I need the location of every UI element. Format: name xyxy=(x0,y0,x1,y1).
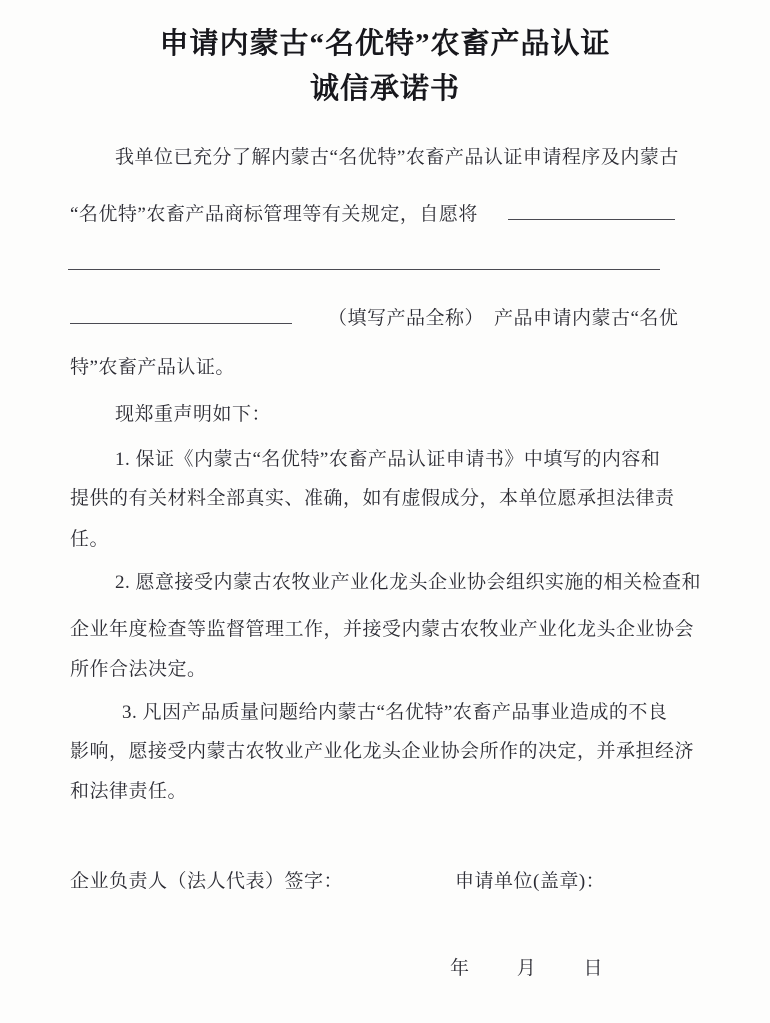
declaration-item3-line2: 影响，愿接受内蒙古农牧业产业化龙头企业协会所作的决定，并承担经济 xyxy=(70,741,695,762)
intro-paragraph-line2 xyxy=(70,198,710,227)
date-day-label: 日 xyxy=(583,958,604,979)
date-month-label: 月 xyxy=(516,958,537,979)
declaration-item2-line1: 2. 愿意接受内蒙古农牧业产业化龙头企业协会组织实施的相关检查和 xyxy=(115,572,702,593)
declaration-item3-line1: 3. 凡因产品质量问题给内蒙古“名优特”农畜产品事业造成的不良 xyxy=(122,702,668,723)
date-year-label: 年 xyxy=(450,958,470,979)
product-name-blank-end xyxy=(70,302,292,324)
document-title-line1: 申请内蒙古“名优特”农畜产品认证 xyxy=(159,28,611,60)
product-line-continuation: 特”农畜产品认证。 xyxy=(70,357,235,378)
intro-paragraph-line1: 我单位已充分了解内蒙古“名优特”农畜产品认证申请程序及内蒙古 xyxy=(115,147,679,168)
declaration-item1-line1: 1. 保证《内蒙古“名优特”农畜产品认证申请书》中填写的内容和 xyxy=(115,449,661,470)
date-line xyxy=(450,953,603,980)
document-title-line2: 诚信承诺书 xyxy=(309,73,460,105)
applicant-unit-seal-label: 申请单位(盖章)： xyxy=(455,871,606,892)
declaration-item1-line2: 提供的有关材料全部真实、准确，如有虚假成分，本单位愿承担法律责 xyxy=(70,488,675,509)
product-name-hint-text: （填写产品全称） 产品申请内蒙古“名优 xyxy=(328,308,679,329)
declaration-item2-line2: 企业年度检查等监督管理工作，并接受内蒙古农牧业产业化龙头企业协会 xyxy=(70,619,695,640)
product-name-line xyxy=(70,302,710,331)
responsible-person-signature-label: 企业负责人（法人代表）签字： xyxy=(70,871,344,892)
product-name-blank-full-line xyxy=(68,246,660,270)
signature-row xyxy=(0,866,770,892)
intro-paragraph-line2-text: “名优特”农畜产品商标管理等有关规定，自愿将 xyxy=(70,204,478,225)
declaration-item3-line3: 和法律责任。 xyxy=(70,781,188,802)
declaration-intro-line: 现郑重声明如下： xyxy=(115,404,272,425)
declaration-item1-line3: 任。 xyxy=(70,529,110,550)
declaration-item2-line3: 所作合法决定。 xyxy=(70,659,207,680)
product-name-blank-start xyxy=(508,198,675,220)
